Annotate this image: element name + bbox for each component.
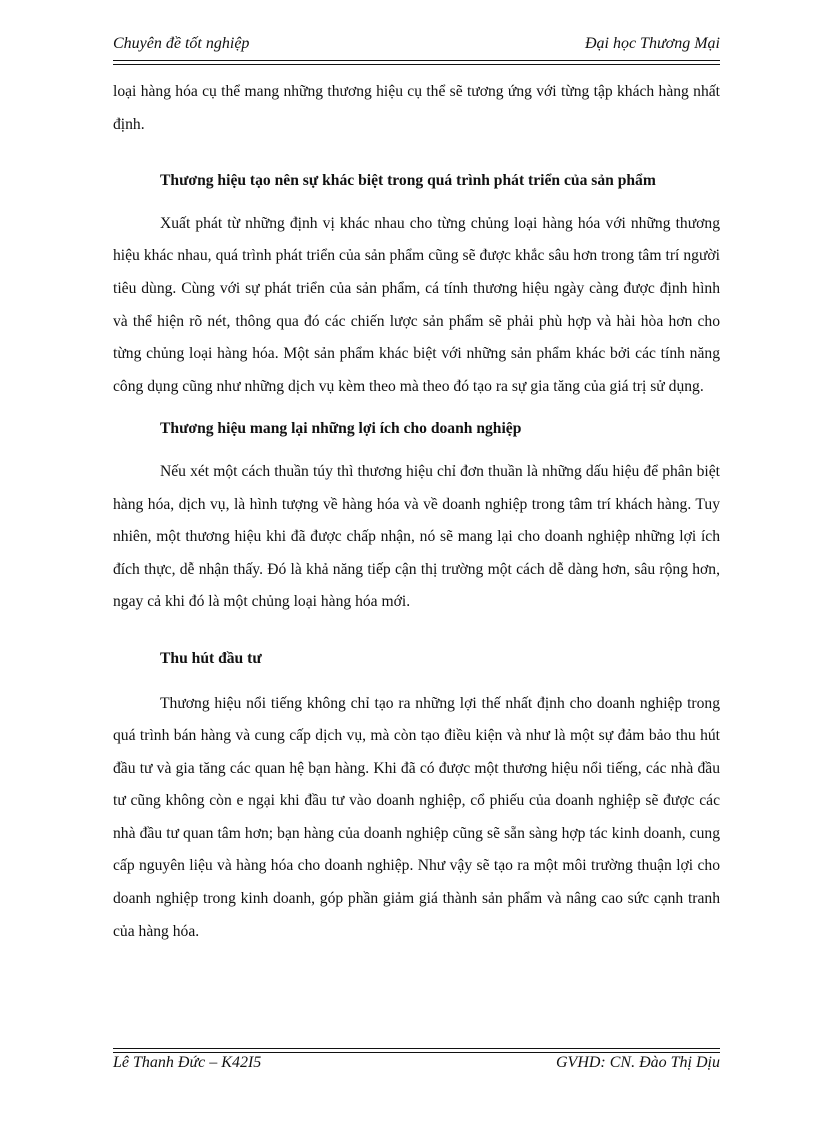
page-header <box>113 34 720 58</box>
section-body-differentiation: Xuất phát từ những định vị khác nhau cho từng chủng loại hàng hóa với những thương hiệu khác nhau, quá trình phát triển của sản phẩm cũng sẽ được khắc sâu hơn trong tâm trí người tiêu dùng. Cùng với sự phát triển của sản phẩm, cá tính thương hiệu ngày càng được định hình và thể hiện rõ nét, thông qua đó các chiến lược sản phẩm sẽ phải phù hợp và hài hòa hơn cho từng chủng loại hàng hóa. Một sản phẩm khác biệt với những sản phẩm khác bởi các tính năng công dụng cũng như những dịch vụ kèm theo mà theo đó tạo ra sự gia tăng của giá trị sử dụng. <box>113 214 720 395</box>
spacer <box>113 141 720 165</box>
page-footer <box>113 1053 720 1077</box>
spacer <box>113 619 720 643</box>
footer-author: Lê Thanh Đức – K42I5 <box>113 1054 262 1071</box>
header-university: Đại học Thương Mại <box>584 35 720 52</box>
section-heading-benefits: Thương hiệu mang lại những lợi ích cho doanh nghiệp <box>160 420 522 438</box>
footer-supervisor: GVHD: CN. Đào Thị Dịu <box>555 1054 720 1071</box>
section-heading-differentiation: Thương hiệu tạo nên sự khác biệt trong quá trình phát triển của sản phẩm <box>160 172 656 190</box>
section-body-benefits: Nếu xét một cách thuần túy thì thương hiệu chỉ đơn thuần là những dấu hiệu để phân biệt hàng hóa, dịch vụ, là hình tượng về hàng hóa và về doanh nghiệp trong tâm trí khách hàng. Tuy nhiên, một thương hiệu khi đã được chấp nhận, nó sẽ mang lại cho doanh nghiệp những lợi ích đích thực, dễ nhận thấy. Đó là khả năng tiếp cận thị trường một cách dễ dàng hơn, sâu rộng hơn, ngay cả khi đó là một chủng loại hàng hóa mới. <box>113 462 720 611</box>
header-document-type: Chuyên đề tốt nghiệp <box>113 35 250 52</box>
page-body <box>113 76 720 948</box>
section-heading-investment: Thu hút đầu tư <box>160 649 262 667</box>
intro-paragraph: loại hàng hóa cụ thể mang những thương hiệu cụ thể sẽ tương ứng với từng tập khách hàng nhất định. <box>113 83 720 133</box>
section-body-investment: Thương hiệu nổi tiếng không chỉ tạo ra những lợi thế nhất định cho doanh nghiệp trong quá trình bán hàng và cung cấp dịch vụ, mà còn tạo điều kiện và như là một sự đảm bảo thu hút đầu tư và gia tăng các quan hệ bạn hàng. Khi đã có được một thương hiệu nổi tiếng, các nhà đầu tư cũng không còn e ngại khi đầu tư vào doanh nghiệp, cổ phiếu của doanh nghiệp sẽ được các nhà đầu tư quan tâm hơn; bạn hàng của doanh nghiệp cũng sẽ sẵn sàng hợp tác kinh doanh, cung cấp nguyên liệu và hàng hóa cho doanh nghiệp. Như vậy sẽ tạo ra một môi trường thuận lợi cho doanh nghiệp trong kinh doanh, góp phần giảm giá thành sản phẩm và nâng cao sức cạnh tranh của hàng hóa. <box>113 694 720 940</box>
spacer <box>113 676 720 688</box>
spacer <box>113 446 720 456</box>
header-rule <box>113 60 720 65</box>
spacer <box>113 198 720 208</box>
spacer <box>113 403 720 413</box>
